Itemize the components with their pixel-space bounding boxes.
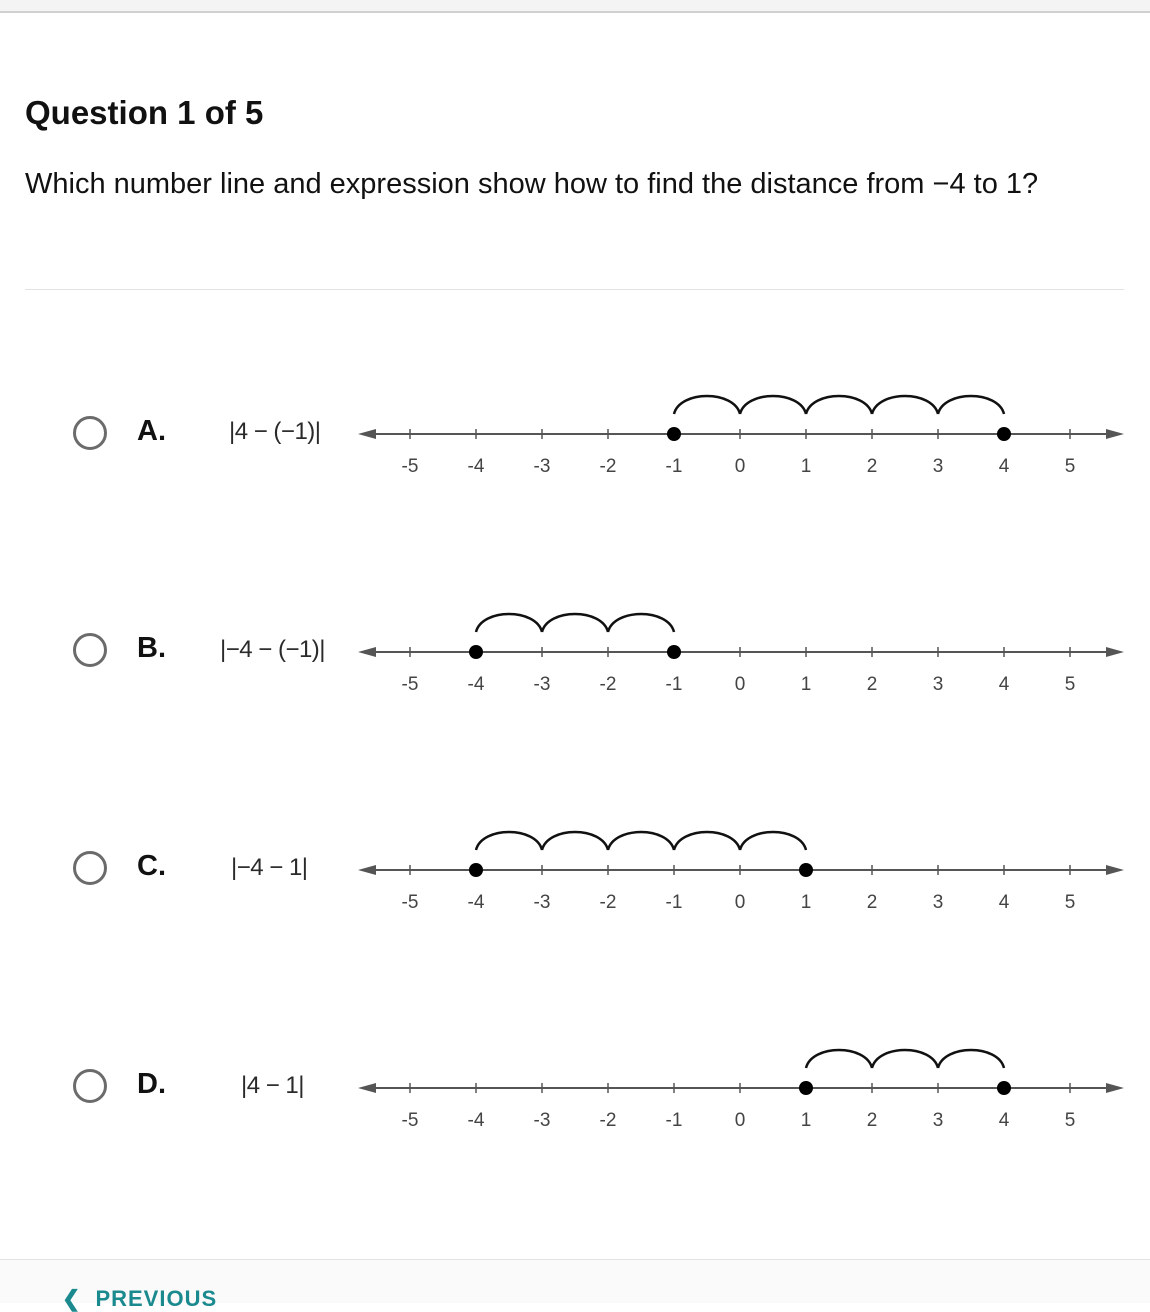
expression-c: |−4 − 1| (231, 854, 308, 881)
jump-arc (740, 832, 806, 850)
arrow-right-icon (1106, 865, 1124, 875)
tick-label: -2 (599, 892, 617, 913)
jump-arc (938, 1050, 1004, 1068)
arrow-left-icon (358, 429, 376, 439)
arrow-left-icon (358, 647, 376, 657)
option-label-b: B. (137, 632, 166, 664)
tick-label: -5 (401, 674, 419, 695)
answer-option-d[interactable] (0, 1027, 1150, 1147)
tick-label: -4 (467, 1110, 485, 1131)
expression-b: |−4 − (−1)| (220, 636, 326, 663)
question-text: Which number line and expression show how to find the distance from −4 to 1? (25, 168, 1039, 200)
answer-option-a[interactable] (0, 373, 1150, 493)
tick-label: 4 (998, 674, 1010, 695)
jump-arc (608, 614, 674, 632)
tick-label: 3 (932, 1110, 944, 1131)
tick-label: 1 (800, 892, 812, 913)
question-header: Question 1 of 5 (25, 94, 264, 131)
top-bar (0, 0, 1150, 13)
tick-label: -5 (401, 1110, 419, 1131)
tick-label: -1 (665, 1110, 683, 1131)
arrow-right-icon (1106, 1083, 1124, 1093)
tick-label: 2 (866, 456, 878, 477)
tick-label: -3 (533, 1110, 551, 1131)
jump-arc (674, 832, 740, 850)
tick-label: -3 (533, 892, 551, 913)
arrow-left-icon (358, 865, 376, 875)
tick-label: -4 (467, 456, 485, 477)
endpoint-dot (667, 645, 681, 659)
endpoint-dot (997, 427, 1011, 441)
previous-button[interactable] (62, 1286, 217, 1312)
tick-label: 5 (1064, 674, 1076, 695)
tick-label: 5 (1064, 892, 1076, 913)
jump-arc (806, 1050, 872, 1068)
jump-arc (476, 614, 542, 632)
tick-label: 5 (1064, 1110, 1076, 1131)
tick-label: 3 (932, 892, 944, 913)
tick-label: 0 (734, 1110, 746, 1131)
number-line-b (0, 591, 1150, 711)
jump-arc (938, 396, 1004, 414)
option-label-a: A. (137, 415, 166, 447)
previous-label: PREVIOUS (95, 1286, 218, 1311)
answer-option-c[interactable] (0, 809, 1150, 929)
tick-label: -1 (665, 892, 683, 913)
tick-label: 5 (1064, 456, 1076, 477)
tick-label: 2 (866, 674, 878, 695)
jump-arc (542, 832, 608, 850)
jump-arc (806, 396, 872, 414)
expression-d: |4 − 1| (241, 1072, 305, 1099)
expression-a: |4 − (−1)| (229, 418, 321, 445)
tick-label: -2 (599, 456, 617, 477)
arrow-right-icon (1106, 429, 1124, 439)
number-line-c (0, 809, 1150, 929)
option-label-d: D. (137, 1068, 166, 1100)
jump-arc (542, 614, 608, 632)
tick-label: 4 (998, 456, 1010, 477)
tick-label: 0 (734, 456, 746, 477)
endpoint-dot (997, 1081, 1011, 1095)
answer-option-b[interactable] (0, 591, 1150, 711)
jump-arc (872, 1050, 938, 1068)
divider (25, 289, 1124, 290)
tick-label: 4 (998, 1110, 1010, 1131)
endpoint-dot (667, 427, 681, 441)
tick-label: -4 (467, 892, 485, 913)
tick-label: -5 (401, 456, 419, 477)
tick-label: -2 (599, 1110, 617, 1131)
arrow-left-icon (358, 1083, 376, 1093)
tick-label: -4 (467, 674, 485, 695)
jump-arc (476, 832, 542, 850)
arrow-right-icon (1106, 647, 1124, 657)
jump-arc (674, 396, 740, 414)
option-label-c: C. (137, 850, 166, 882)
endpoint-dot (799, 863, 813, 877)
tick-label: 0 (734, 674, 746, 695)
tick-label: 4 (998, 892, 1010, 913)
tick-label: 0 (734, 892, 746, 913)
number-line-a (0, 373, 1150, 493)
tick-label: -1 (665, 674, 683, 695)
jump-arc (740, 396, 806, 414)
tick-label: 1 (800, 1110, 812, 1131)
tick-label: -2 (599, 674, 617, 695)
chevron-left-icon: ❮ (62, 1286, 82, 1311)
tick-label: 3 (932, 674, 944, 695)
tick-label: 2 (866, 892, 878, 913)
tick-label: 1 (800, 456, 812, 477)
tick-label: 3 (932, 456, 944, 477)
jump-arc (608, 832, 674, 850)
tick-label: -5 (401, 892, 419, 913)
endpoint-dot (799, 1081, 813, 1095)
tick-label: 2 (866, 1110, 878, 1131)
endpoint-dot (469, 863, 483, 877)
number-line-d (0, 1027, 1150, 1147)
tick-label: 1 (800, 674, 812, 695)
tick-label: -1 (665, 456, 683, 477)
endpoint-dot (469, 645, 483, 659)
tick-label: -3 (533, 674, 551, 695)
tick-label: -3 (533, 456, 551, 477)
jump-arc (872, 396, 938, 414)
